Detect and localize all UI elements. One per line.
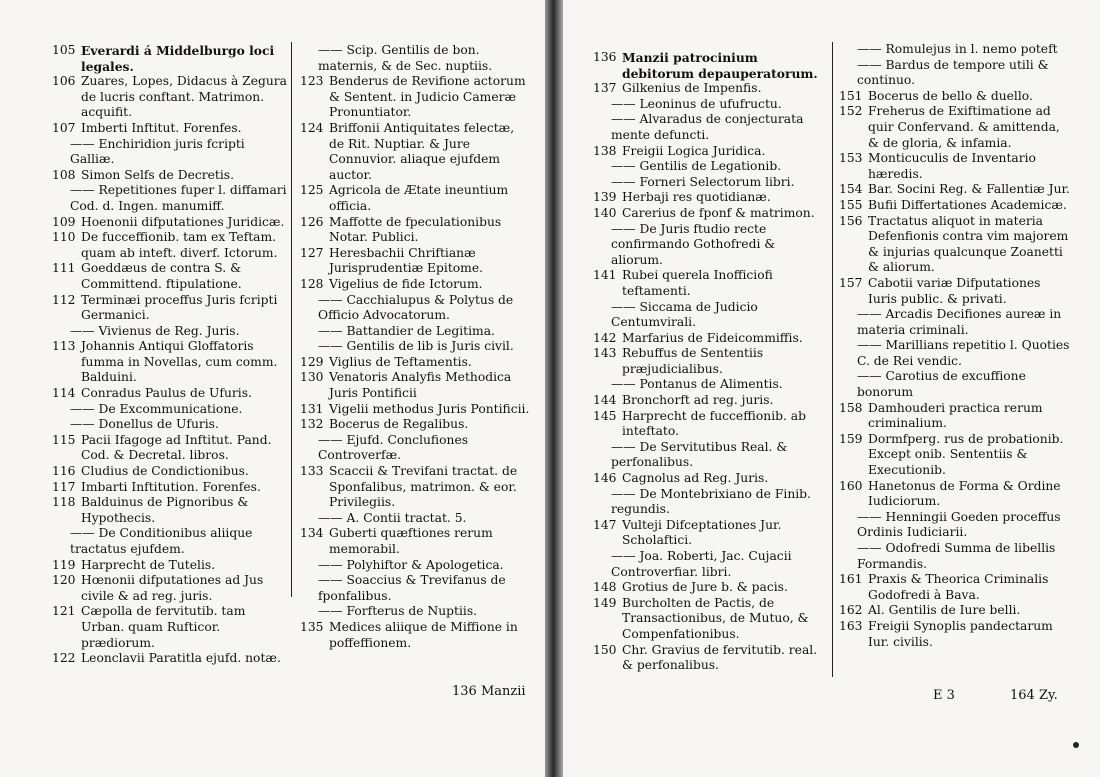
- entry-title: Vigelii methodus Juris Pontificii.: [329, 401, 530, 416]
- catalog-entry: [52, 573, 288, 604]
- entry-title: Imbarti Inftitution. Forenfes.: [81, 479, 261, 494]
- entry-title: Freigii Logica Juridica.: [622, 143, 766, 158]
- subentry-title: —— De Montebrixiano de Finib. regundis.: [611, 486, 811, 517]
- entry-title: Cludius de Condictionibus.: [81, 464, 249, 479]
- catalog-entry: [52, 386, 288, 402]
- entry-title: Dormfperg. rus de probationib. Except onib. Sententiis & Executionib.: [868, 431, 1064, 478]
- entry-title: Monticuculis de Inventario hæredis.: [868, 151, 1036, 181]
- entry-number: 108: [52, 167, 76, 182]
- subentry-title: —— Romulejus in l. nemo poteft: [857, 42, 1058, 56]
- entry-title: Hœnonii difputationes ad Jus civile & ad reg. juris.: [81, 573, 264, 603]
- catalog-subentry: [52, 417, 288, 433]
- catalog-entry: [52, 480, 288, 496]
- catalog-entry: [839, 89, 1071, 105]
- entry-title: Maffotte de fpeculationibus Notar. Publici.: [329, 214, 502, 245]
- catalog-entry: [839, 619, 1071, 650]
- entry-number: 116: [52, 464, 76, 479]
- catalog-subentry: [52, 137, 288, 168]
- catalog-subentry: [300, 558, 530, 574]
- column-rule: [291, 42, 292, 597]
- entry-number: 127: [300, 245, 324, 260]
- entry-number: 161: [839, 572, 863, 587]
- entry-number: 141: [593, 268, 617, 283]
- entry-title: Rubei querela Inofficiofi teftamenti.: [622, 268, 773, 298]
- entry-number: 163: [839, 618, 863, 633]
- signature-mark: E 3: [933, 688, 955, 703]
- catalog-entry: [593, 81, 829, 97]
- catalog-subentry: [300, 573, 530, 604]
- entry-number: 139: [593, 190, 617, 205]
- entry-title: Imberti Inftitut. Forenfes.: [81, 120, 242, 135]
- catalog-entry: [593, 393, 829, 409]
- entry-title: Zuares, Lopes, Didacus à Zegura de lucris conftant. Matrimon. acquifit.: [81, 74, 288, 120]
- catalog-entry: [52, 168, 288, 184]
- catalog-entry: [300, 74, 530, 121]
- catalog-entry: [593, 190, 829, 206]
- entry-title: Leonclavii Paratitla ejufd. notæ.: [81, 651, 281, 666]
- entry-number: 142: [593, 330, 617, 345]
- entry-number: 112: [52, 292, 76, 307]
- entry-number: 115: [52, 432, 76, 447]
- catalog-entry: [52, 261, 288, 292]
- entry-title: Freigii Synoplis pandectarum Iur. civilis.: [868, 618, 1053, 649]
- catalog-subentry: [593, 222, 829, 269]
- subentry-title: —— De Conditionibus aliique tractatus ejufdem.: [70, 526, 253, 556]
- entry-number: 137: [593, 81, 617, 96]
- catalog-entry: [52, 558, 288, 574]
- catalog-subentry: [839, 42, 1071, 58]
- entry-number: 143: [593, 346, 617, 361]
- entry-number: 136: [593, 50, 617, 64]
- catalog-entry: [52, 43, 288, 74]
- catalog-entry: [839, 151, 1071, 182]
- entry-number: 109: [52, 214, 76, 229]
- entry-number: 110: [52, 230, 76, 245]
- catalog-entry: [593, 50, 829, 81]
- entry-title: Manzii patrocinium debitorum depauperatorum.: [622, 50, 818, 81]
- entry-title: Viglius de Teftamentis.: [329, 354, 472, 369]
- catalog-subentry: [300, 43, 530, 74]
- entry-title: Conradus Paulus de Ufuris.: [81, 386, 252, 401]
- entry-number: 140: [593, 205, 617, 220]
- entry-title: Cabotii variæ Difputationes Iuris public. & privati.: [868, 275, 1041, 306]
- subentry-title: —— Alvaradus de conjecturata mente defuncti.: [611, 112, 804, 142]
- column-rule: [832, 42, 833, 677]
- subentry-title: —— De Juris ftudio recte confirmando Gothofredi & aliorum.: [611, 221, 776, 267]
- entry-number: 152: [839, 104, 863, 119]
- catalog-subentry: [52, 183, 288, 214]
- subentry-title: —— Henningii Goeden proceffus Ordinis Iudiciarii.: [857, 509, 1061, 540]
- catalog-entry: [300, 402, 530, 418]
- ink-spot: [1073, 742, 1079, 748]
- catalog-entry: [300, 464, 530, 511]
- catalog-entry: [593, 331, 829, 347]
- catalog-subentry: [593, 97, 829, 113]
- catalog-entry: [300, 526, 530, 557]
- entry-title: Rebuffus de Sententiis præjudicialibus.: [622, 346, 764, 376]
- entry-title: Terminæi proceffus Juris fcripti Germanici.: [81, 292, 278, 323]
- entry-title: Johannis Antiqui Gloffatoris fumma in Novellas, cum comm. Balduini.: [81, 339, 278, 385]
- catalog-subentry: [300, 324, 530, 340]
- entry-number: 107: [52, 120, 76, 135]
- entry-number: 130: [300, 370, 324, 385]
- subentry-title: —— Ejufd. Conclufiones Controverfæ.: [318, 432, 469, 463]
- entry-title: Herbaji res quotidianæ.: [622, 190, 771, 205]
- catalog-subentry: [593, 487, 829, 518]
- entry-number: 124: [300, 120, 324, 135]
- entry-title: Tractatus aliquot in materia Defenfionis contra vim majorem & injurias qualcunque Zoanetti & aliorum.: [868, 213, 1069, 275]
- catalog-subentry: [839, 369, 1071, 400]
- catalog-entry: [839, 214, 1071, 276]
- catalog-entry: [593, 518, 829, 549]
- subentry-title: —— Gentilis de Legationib.: [611, 159, 782, 174]
- catalog-subentry: [52, 324, 288, 340]
- right-page: [563, 0, 1100, 777]
- subentry-title: —— De Servitutibus Real. & perfonalibus.: [611, 439, 788, 470]
- entry-number: 123: [300, 74, 324, 89]
- entry-title: Pacii Ifagoge ad Inftitut. Pand. Cod. & Decretal. libros.: [81, 432, 272, 463]
- subentry-title: —— Bardus de tempore utili & continuo.: [857, 57, 1049, 88]
- catalog-subentry: [300, 339, 530, 355]
- subentry-title: —— Marillians repetitio l. Quoties C. de Rei vendic.: [857, 338, 1070, 368]
- catalog-entry: [593, 596, 829, 643]
- entry-number: 145: [593, 408, 617, 423]
- entry-number: 157: [839, 275, 863, 290]
- subentry-title: —— A. Contii tractat. 5.: [318, 510, 467, 525]
- entry-number: 144: [593, 393, 617, 408]
- entry-title: Grotius de Jure b. & pacis.: [622, 580, 788, 595]
- catalog-subentry: [839, 510, 1071, 541]
- catalog-entry: [300, 417, 530, 433]
- catalog-subentry: [300, 293, 530, 324]
- subentry-title: —— Pontanus de Alimentis.: [611, 377, 783, 392]
- subentry-title: —— De Excommunicatione.: [70, 401, 243, 416]
- entry-title: Harprecht de fucceffionib. ab inteftato.: [622, 408, 807, 439]
- entry-title: Bocerus de Regalibus.: [329, 417, 469, 432]
- catalog-entry: [839, 479, 1071, 510]
- entry-number: 114: [52, 386, 76, 401]
- entry-title: Cæpolla de fervitutib. tam Urban. quam Rufticor. prædiorum.: [81, 604, 246, 650]
- entry-number: 126: [300, 214, 324, 229]
- subentry-title: —— Repetitiones fuper l. diffamari Cod. d. Ingen. manumiff.: [70, 183, 287, 213]
- catalog-entry: [593, 409, 829, 440]
- catalog-entry: [52, 74, 288, 121]
- entry-number: 111: [52, 261, 76, 276]
- catalog-subentry: [593, 300, 829, 331]
- subentry-title: —— Odofredi Summa de libellis Formandis.: [857, 541, 1056, 571]
- subentry-title: —— Soaccius & Trevifanus de fponfalibus.: [318, 573, 506, 603]
- catalog-subentry: [839, 307, 1071, 338]
- entry-number: 106: [52, 74, 76, 89]
- catalog-entry: [300, 183, 530, 214]
- entry-number: 155: [839, 197, 863, 212]
- catalog-entry: [300, 121, 530, 183]
- entry-number: 133: [300, 464, 324, 479]
- catalog-entry: [52, 215, 288, 231]
- entry-number: 159: [839, 431, 863, 446]
- entry-number: 125: [300, 183, 324, 198]
- catalog-entry: [52, 230, 288, 261]
- catalog-entry: [52, 651, 288, 667]
- entry-title: Balduinus de Pignoribus & Hypothecis.: [81, 495, 249, 525]
- entry-title: Briffonii Antiquitates felectæ, de Rit. Nuptiar. & Jure Connuvior. aliaque ejufdem auctor.: [329, 120, 515, 182]
- entry-number: 117: [52, 479, 76, 494]
- catalog-entry: [52, 495, 288, 526]
- catalog-entry: [839, 276, 1071, 307]
- catalog-subentry: [839, 541, 1071, 572]
- entry-number: 160: [839, 478, 863, 493]
- entry-number: 147: [593, 517, 617, 532]
- catalog-subentry: [52, 402, 288, 418]
- catchword-right: 164 Zy.: [1010, 688, 1058, 703]
- entry-title: Freherus de Exiftimatione ad quir Confervand. & amittenda, & de gloria, & infamia.: [868, 104, 1060, 150]
- catalog-entry: [300, 620, 530, 651]
- entry-number: 138: [593, 143, 617, 158]
- entry-title: Scaccii & Trevifani tractat. de Sponfalibus, matrimon. & eor. Privilegiis.: [329, 464, 518, 510]
- entry-number: 128: [300, 276, 324, 291]
- entry-number: 118: [52, 495, 76, 510]
- catalog-entry: [52, 121, 288, 137]
- entry-title: Bocerus de bello & duello.: [868, 88, 1033, 103]
- column-2: [300, 43, 530, 651]
- subentry-title: —— Donellus de Ufuris.: [70, 417, 219, 432]
- entry-number: 153: [839, 151, 863, 166]
- entry-title: Simon Selfs de Decretis.: [81, 167, 234, 182]
- catalog-subentry: [300, 604, 530, 620]
- entry-number: 132: [300, 417, 324, 432]
- catalog-entry: [839, 401, 1071, 432]
- subentry-title: —— Arcadis Decifiones aureæ in materia criminali.: [857, 307, 1062, 337]
- catalog-entry: [52, 604, 288, 651]
- catalog-entry: [593, 580, 829, 596]
- catalog-subentry: [593, 175, 829, 191]
- catalog-entry: [839, 198, 1071, 214]
- catalog-subentry: [593, 377, 829, 393]
- catalog-entry: [300, 277, 530, 293]
- entry-number: 150: [593, 642, 617, 657]
- entry-title: Venatoris Analyfis Methodica Juris Pontificii: [329, 370, 512, 401]
- entry-title: Bronchorft ad reg. juris.: [622, 393, 774, 408]
- column-1: [52, 43, 288, 667]
- entry-number: 120: [52, 573, 76, 588]
- entry-number: 158: [839, 400, 863, 415]
- subentry-title: —— Enchiridion juris fcripti Galliæ.: [70, 136, 245, 167]
- catalog-entry: [52, 433, 288, 464]
- entry-number: 105: [52, 43, 76, 57]
- left-page: [0, 0, 545, 777]
- entry-number: 156: [839, 213, 863, 228]
- entry-number: 146: [593, 471, 617, 486]
- catalog-entry: [300, 370, 530, 401]
- subentry-title: —— Vivienus de Reg. Juris.: [70, 323, 240, 338]
- catalog-entry: [593, 268, 829, 299]
- entry-title: Damhouderi practica rerum criminalium.: [868, 400, 1043, 431]
- entry-title: Medices aliique de Miffione in poffeffionem.: [329, 619, 518, 650]
- catalog-subentry: [593, 112, 829, 143]
- catalog-entry: [839, 104, 1071, 151]
- entry-number: 149: [593, 595, 617, 610]
- catalog-subentry: [300, 433, 530, 464]
- entry-number: 113: [52, 339, 76, 354]
- subentry-title: —— Forfterus de Nuptiis.: [318, 604, 478, 619]
- entry-title: Everardi á Middelburgo loci legales.: [81, 43, 275, 74]
- catalog-entry: [52, 293, 288, 324]
- catalog-entry: [300, 215, 530, 246]
- entry-title: Benderus de Revifione actorum & Sentent. in Judicio Cameræ Pronuntiator.: [329, 74, 526, 120]
- catalog-subentry: [839, 58, 1071, 89]
- subentry-title: —— Joa. Roberti, Jac. Cujacii Controverfiar. libri.: [611, 549, 792, 579]
- entry-number: 135: [300, 619, 324, 634]
- catalog-entry: [593, 471, 829, 487]
- entry-number: 151: [839, 88, 863, 103]
- entry-title: Al. Gentilis de Iure belli.: [868, 603, 1021, 618]
- entry-title: Agricola de Ætate ineuntium officia.: [329, 183, 509, 213]
- entry-title: Cagnolus ad Reg. Juris.: [622, 471, 769, 486]
- subentry-title: —— Polyhiftor & Apologetica.: [318, 557, 504, 572]
- entry-title: Vulteji Difceptationes Jur. Scholaftici.: [622, 517, 782, 548]
- catalog-subentry: [300, 511, 530, 527]
- subentry-title: —— Scip. Gentilis de bon. maternis, & de Sec. nuptiis.: [318, 43, 493, 73]
- book-gutter: [545, 0, 563, 777]
- catalog-subentry: [593, 159, 829, 175]
- catalog-entry: [839, 603, 1071, 619]
- subentry-title: —— Gentilis de lib is Juris civil.: [318, 339, 514, 354]
- entry-number: 129: [300, 354, 324, 369]
- entry-title: Marfarius de Fideicommiffis.: [622, 330, 803, 345]
- subentry-title: —— Forneri Selectorum libri.: [611, 174, 795, 189]
- catalog-entry: [839, 572, 1071, 603]
- catalog-entry: [300, 355, 530, 371]
- subentry-title: —— Cacchialupus & Polytus de Officio Advocatorum.: [318, 292, 514, 323]
- entry-title: De fucceffionib. tam ex Teftam. quam ab inteft. diverf. Ictorum.: [81, 230, 278, 260]
- entry-number: 131: [300, 401, 324, 416]
- entry-number: 154: [839, 182, 863, 197]
- catalog-entry: [839, 432, 1071, 479]
- entry-number: 119: [52, 557, 76, 572]
- catalog-entry: [300, 246, 530, 277]
- catalog-subentry: [593, 440, 829, 471]
- entry-title: Hanetonus de Forma & Ordine Iudiciorum.: [868, 478, 1061, 509]
- catalog-subentry: [593, 549, 829, 580]
- entry-number: 121: [52, 604, 76, 619]
- catalog-entry: [593, 643, 829, 674]
- catalog-entry: [52, 339, 288, 386]
- entry-number: 134: [300, 526, 324, 541]
- column-4: [839, 42, 1071, 650]
- entry-number: 122: [52, 651, 76, 666]
- entry-title: Gilkenius de Impenfis.: [622, 81, 762, 96]
- entry-number: 162: [839, 603, 863, 618]
- entry-number: 148: [593, 580, 617, 595]
- entry-title: Goeddæus de contra S. & Committend. ftipulatione.: [81, 261, 242, 291]
- catalog-subentry: [52, 526, 288, 557]
- catalog-entry: [839, 182, 1071, 198]
- column-3: [593, 50, 829, 674]
- entry-title: Vigelius de fide Ictorum.: [329, 276, 483, 291]
- entry-title: Harprecht de Tutelis.: [81, 557, 216, 572]
- entry-title: Praxis & Theorica Criminalis Godofredi à Bava.: [868, 572, 1049, 602]
- catalog-entry: [52, 464, 288, 480]
- entry-title: Burcholten de Pactis, de Transactionibus, de Mutuo, & Compenfationibus.: [622, 595, 809, 641]
- entry-title: Bufii Differtationes Academicæ.: [868, 197, 1067, 212]
- entry-title: Carerius de fponf & matrimon.: [622, 205, 815, 220]
- subentry-title: —— Leoninus de ufufructu.: [611, 96, 782, 111]
- entry-title: Guberti quæftiones rerum memorabil.: [329, 526, 493, 556]
- subentry-title: —— Siccama de Judicio Centumvirali.: [611, 299, 758, 330]
- catalog-entry: [593, 346, 829, 377]
- subentry-title: —— Battandier de Legitima.: [318, 323, 495, 338]
- catalog-entry: [593, 144, 829, 160]
- catalog-entry: [593, 206, 829, 222]
- entry-title: Hoenonii difputationes Juridicæ.: [81, 214, 285, 229]
- catchword-left: 136 Manzii: [452, 684, 526, 699]
- entry-title: Heresbachii Chriftianæ Jurisprudentiæ Epitome.: [329, 245, 484, 276]
- catalog-subentry: [839, 338, 1071, 369]
- subentry-title: —— Carotius de excuffione bonorum: [857, 369, 1026, 400]
- entry-title: Chr. Gravius de fervitutib. real. & perfonalibus.: [622, 642, 818, 673]
- entry-title: Bar. Socini Reg. & Fallentiæ Jur.: [868, 182, 1070, 197]
